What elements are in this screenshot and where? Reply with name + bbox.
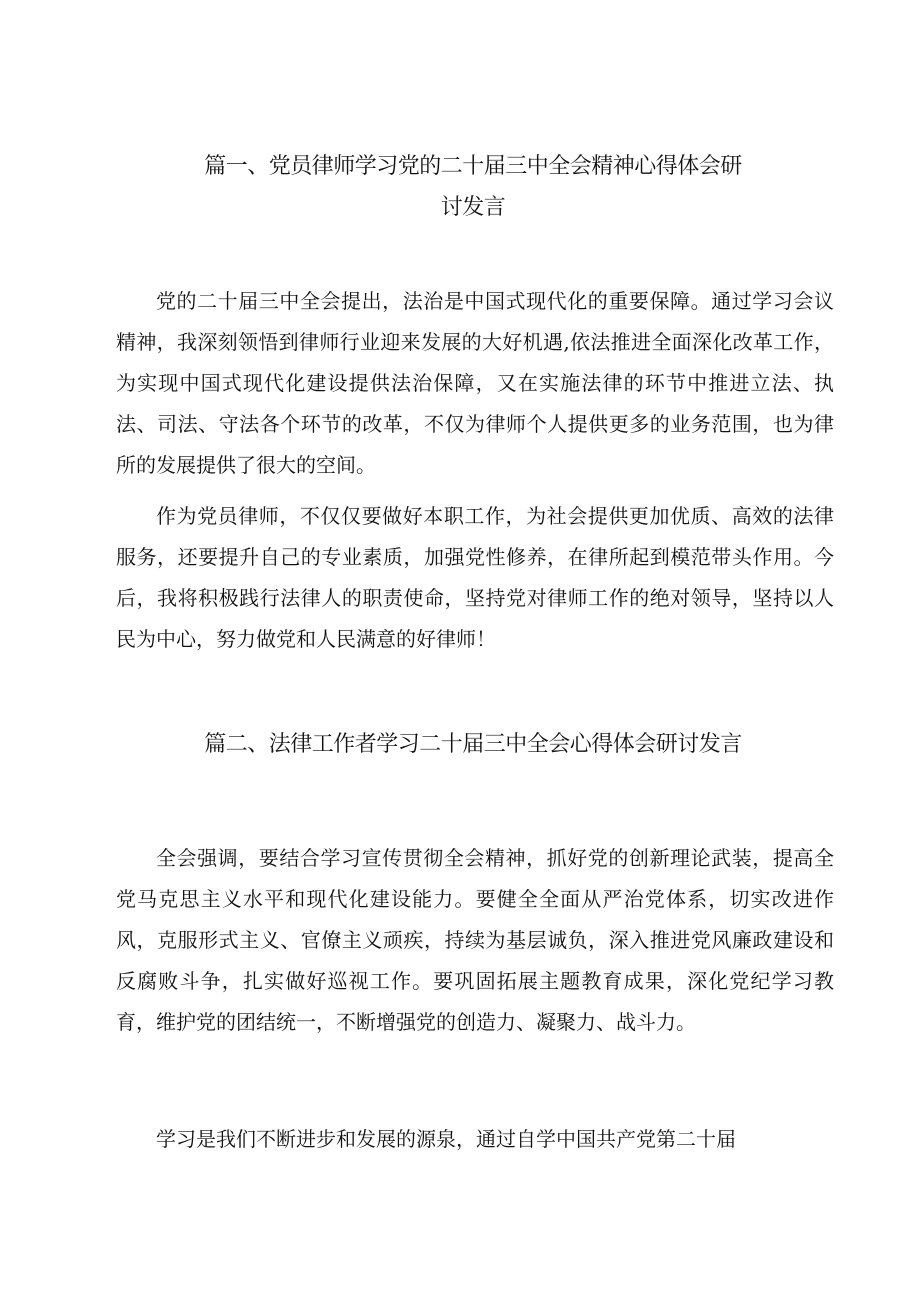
section-two-heading: 篇二、法律工作者学习二十届三中全会心得体会研讨发言 (204, 732, 742, 757)
section-one-paragraph-1: 党的二十届三中全会提出，法治是中国式现代化的重要保障。通过学习会议精神，我深刻领悟到律师行业迎来发展的大好机遇,依法推进全面深化改革工作，为实现中国式现代化建设提供法治保障，又在实施法律的环节中推进立法、执法、司法、守法各个环节的改革，不仅为律师个人提供更多的业务范围，也为律所的发展提供了很大的空间。 (116, 289, 834, 477)
section-one-paragraph-2: 作为党员律师，不仅仅要做好本职工作，为社会提供更加优质、高效的法律服务，还要提升自己的专业素质，加强党性修养，在律所起到模范带头作用。今后，我将积极践行法律人的职责使命，坚持党对律师工作的绝对领导，坚持以人民为中心，努力做党和人民满意的好律师！ (116, 504, 834, 651)
section-one-heading-line1: 篇一、党员律师学习党的二十届三中全会精神心得体会研 (204, 154, 742, 179)
section-two-paragraph-1: 全会强调，要结合学习宣传贯彻全会精神，抓好党的创新理论武装，提高全党马克思主义水平和现代化建设能力。要健全全面从严治党体系，切实改进作风，克服形式主义、官僚主义顽疾，持续为基层诚负，深入推进党风廉政建设和反腐败斗争，扎实做好巡视工作。要巩固拓展主题教育成果，深化党纪学习教育，维护党的团结统一，不断增强党的创造力、凝聚力、战斗力。 (116, 846, 834, 1034)
section-two-paragraph-2: 学习是我们不断进步和发展的源泉，通过自学中国共产党第二十届 (156, 1127, 736, 1151)
section-one-heading (118, 146, 828, 228)
section-one-heading-line2: 讨发言 (440, 195, 506, 220)
